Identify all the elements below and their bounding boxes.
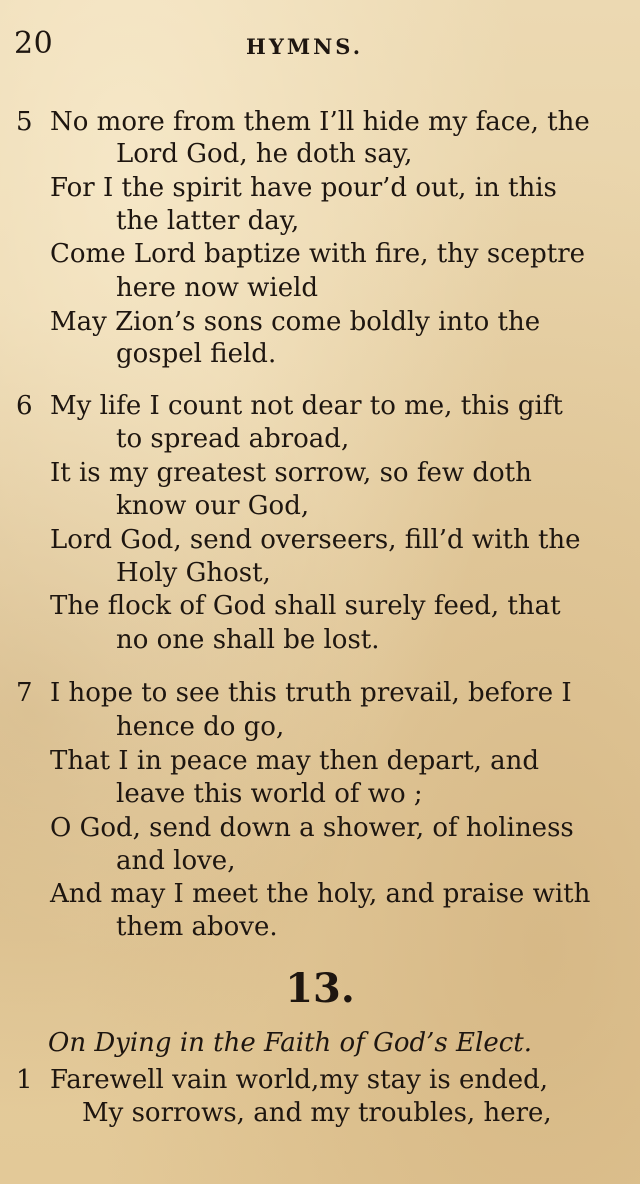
verse-line: I hope to see this truth prevail, before I: [50, 678, 572, 708]
verse-line: leave this world of wo ;: [116, 779, 423, 809]
verse-line: Holy Ghost,: [116, 558, 271, 588]
verse-line: Farewell vain world,my stay is ended,: [50, 1065, 549, 1095]
hymn-title: On Dying in the Faith of God’s Elect.: [48, 1028, 532, 1058]
verse-line: O God, send down a shower, of holiness: [50, 813, 574, 843]
verse-line: And may I meet the holy, and praise with: [50, 879, 591, 909]
verse-line: My life I count not dear to me, this gift: [50, 391, 563, 421]
verse-line: the latter day,: [116, 206, 300, 236]
verse-line: gospel field.: [116, 339, 277, 369]
hymn-number: 13.: [285, 965, 355, 1012]
verse-line: Come Lord baptize with fire, thy sceptre: [50, 239, 586, 269]
verse-line: to spread abroad,: [116, 424, 350, 454]
stanza-number: 5: [16, 107, 33, 137]
verse-line: No more from them I’ll hide my face, the: [50, 107, 590, 137]
verse-line: For I the spirit have pour’d out, in this: [50, 173, 557, 203]
stanza-number: 1: [16, 1065, 33, 1095]
running-head: HYMNS.: [246, 34, 364, 59]
verse-line: no one shall be lost.: [116, 625, 380, 655]
page-header: [14, 26, 626, 66]
verse-line: hence do go,: [116, 712, 285, 742]
stanza-number: 7: [16, 678, 33, 708]
stanza-number: 6: [16, 391, 33, 421]
verse-line: Lord God, send overseers, fill’d with the: [50, 525, 581, 555]
verse-line: them above.: [116, 912, 278, 942]
verse-line: here now wield: [116, 273, 319, 303]
page-number: 20: [14, 26, 54, 61]
verse-line: May Zion’s sons come boldly into the: [50, 307, 541, 337]
verse-line: and love,: [116, 846, 236, 876]
verse-line: Lord God, he doth say,: [116, 139, 413, 169]
verse-line: know our God,: [116, 491, 310, 521]
verse-line: The flock of God shall surely feed, that: [50, 591, 561, 621]
verse-line: That I in peace may then depart, and: [50, 746, 540, 776]
verse-line: My sorrows, and my troubles, here,: [82, 1098, 552, 1128]
verse-line: It is my greatest sorrow, so few doth: [50, 458, 532, 488]
